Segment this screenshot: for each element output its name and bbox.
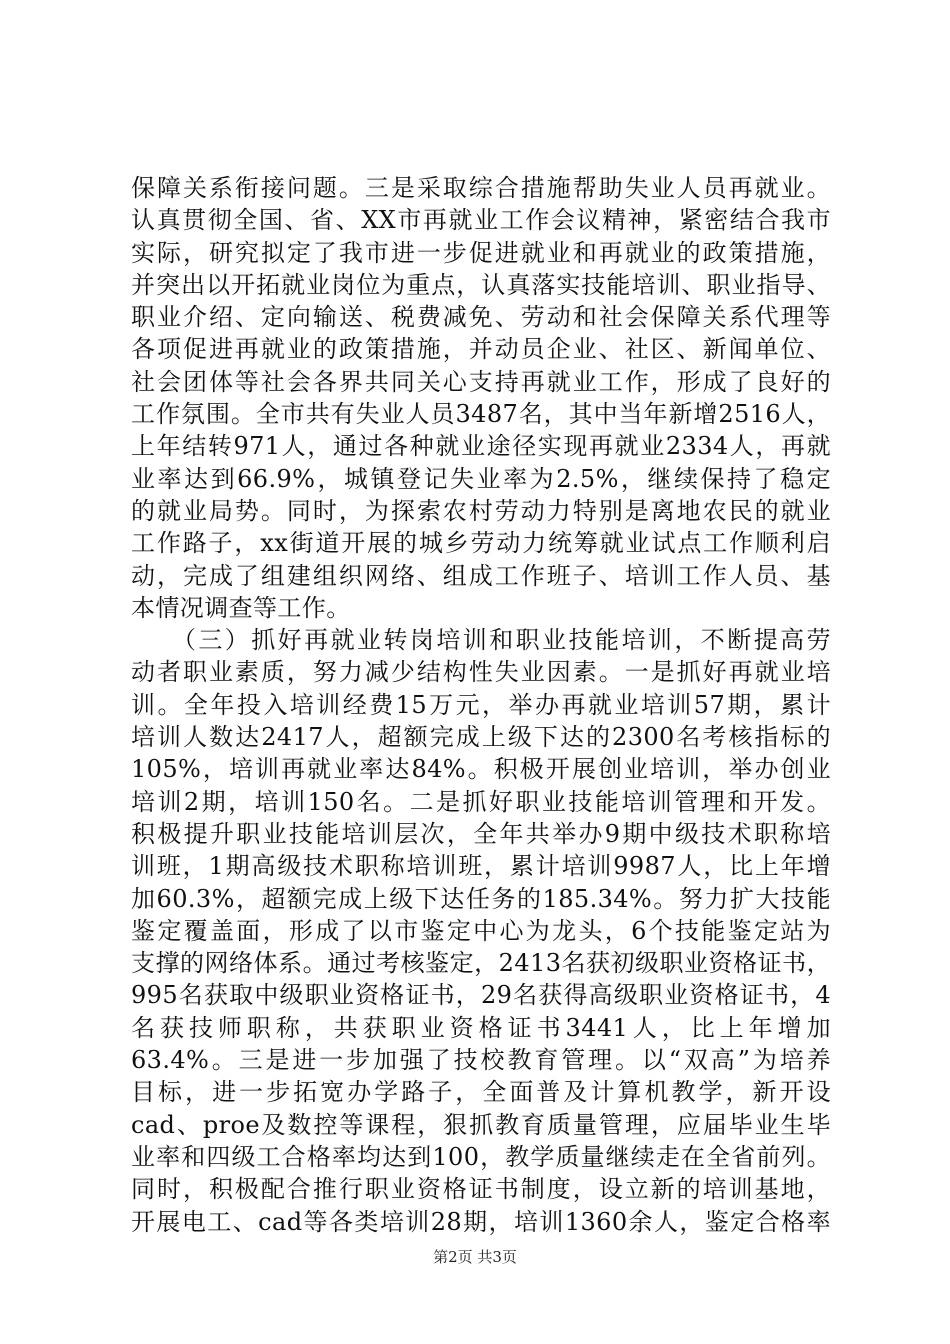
text-line: 开展电工、cad等各类培训28期，培训1360余人，鉴定合格率: [131, 1207, 831, 1236]
text-line: 培训人数达2417人，超额完成上级下达的2300名考核指标的: [131, 723, 831, 752]
text-line: cad、proe及数控等课程，狠抓教育质量管理，应届毕业生毕: [131, 1110, 831, 1139]
text-line: 业率和四级工合格率均达到100，教学质量继续走在全省前列。: [131, 1142, 831, 1171]
text-line: 名获技师职称，共获职业资格证书3441人，比上年增加: [131, 1013, 831, 1042]
text-line: 并突出以开拓就业岗位为重点，认真落实技能培训、职业指导、: [131, 270, 831, 299]
text-line: （三）抓好再就业转岗培训和职业技能培训，不断提高劳: [131, 626, 831, 655]
text-line: 各项促进再就业的政策措施，并动员企业、社区、新闻单位、: [131, 335, 831, 364]
page-number-footer: 第2页 共3页: [433, 1248, 517, 1266]
text-line: 实际，研究拟定了我市进一步促进就业和再就业的政策措施，: [131, 238, 831, 267]
text-line: 培训2期，培训150名。二是抓好职业技能培训管理和开发。: [131, 787, 831, 816]
text-line: 职业介绍、定向输送、税费减免、劳动和社会保障关系代理等: [131, 303, 831, 332]
text-line: 工作氛围。全市共有失业人员3487名，其中当年新增2516人，: [131, 400, 831, 429]
text-line: 工作路子，xx街道开展的城乡劳动力统筹就业试点工作顺利启: [131, 529, 831, 558]
text-line: 105%，培训再就业率达84%。积极开展创业培训，举办创业: [131, 755, 831, 784]
text-line: 上年结转971人，通过各种就业途径实现再就业2334人，再就: [131, 432, 831, 461]
text-line: 社会团体等社会各界共同关心支持再就业工作，形成了良好的: [131, 367, 831, 396]
text-line: 动者职业素质，努力减少结构性失业因素。一是抓好再就业培: [131, 658, 831, 687]
text-line: 保障关系衔接问题。三是采取综合措施帮助失业人员再就业。: [131, 174, 831, 202]
text-line: 支撑的网络体系。通过考核鉴定，2413名获初级职业资格证书，: [131, 949, 831, 978]
text-line: 加60.3%，超额完成上级下达任务的185.34%。努力扩大技能: [131, 884, 831, 913]
text-line: 训班，1期高级技术职称培训班，累计培训9987人，比上年增: [131, 852, 831, 881]
text-line: 训。全年投入培训经费15万元，举办再就业培训57期，累计: [131, 690, 831, 719]
text-line: 本情况调查等工作。: [131, 593, 351, 622]
text-line: 的就业局势。同时，为探索农村劳动力特别是离地农民的就业: [131, 496, 831, 525]
text-line: 动，完成了组建组织网络、组成工作班子、培训工作人员、基: [131, 561, 831, 590]
text-line: 目标，进一步拓宽办学路子，全面普及计算机教学，新开设: [131, 1078, 831, 1107]
text-line: 995名获取中级职业资格证书，29名获得高级职业资格证书，4: [131, 981, 831, 1010]
text-line: 积极提升职业技能培训层次，全年共举办9期中级技术职称培: [131, 819, 831, 848]
text-line: 同时，积极配合推行职业资格证书制度，设立新的培训基地，: [131, 1175, 831, 1204]
text-line: 业率达到66.9%，城镇登记失业率为2.5%，继续保持了稳定: [131, 464, 831, 493]
text-line: 63.4%。三是进一步加强了技校教育管理。以“双高”为培养: [131, 1046, 831, 1075]
text-line: 认真贯彻全国、省、XX市再就业工作会议精神，紧密结合我市: [131, 206, 831, 235]
text-line: 鉴定覆盖面，形成了以市鉴定中心为龙头，6个技能鉴定站为: [131, 916, 831, 945]
body-text: [131, 172, 831, 1238]
